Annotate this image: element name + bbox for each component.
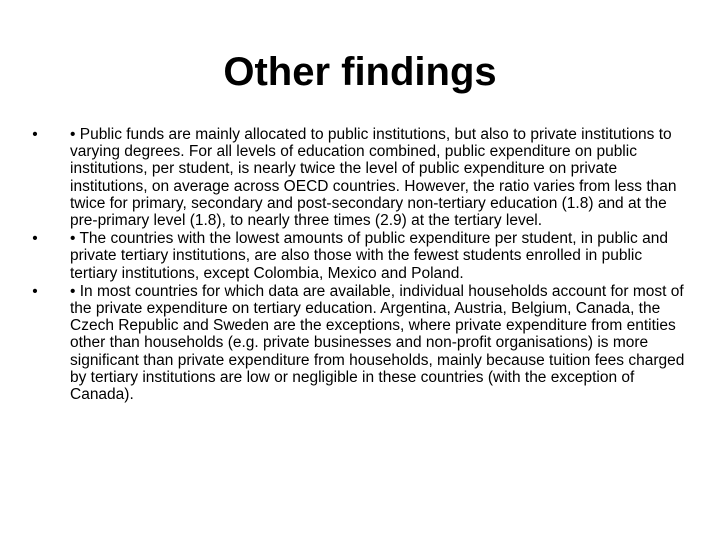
bullet-marker-icon: • xyxy=(32,230,38,248)
bullet-text: • In most countries for which data are available, individual households account for most of the private expenditure on tertiary education. Argentina, Austria, Belgium, Canada, the Czech Republic and Sweden are the exceptions, where private expenditure from entities other than households (e.g. private businesses and non-profit organisations) is more significant than private expenditure from households, mainly because tuition fees charged by tertiary institutions are low or negligible in these countries (with the exception of Canada). xyxy=(70,282,685,404)
bullet-marker-icon: • xyxy=(32,282,38,300)
bullet-item xyxy=(28,126,690,229)
bullet-item xyxy=(28,283,690,403)
slide-title: Other findings xyxy=(223,50,497,94)
bullet-list xyxy=(28,126,690,404)
bullet-item xyxy=(28,230,690,282)
bullet-text: • The countries with the lowest amounts of public expenditure per student, in public and private tertiary institutions, are also those with the fewest students enrolled in public tertiary institutions, except Colombia, Mexico and Poland. xyxy=(70,230,668,282)
bullet-text: • Public funds are mainly allocated to public institutions, but also to private institutions to varying degrees. For all levels of education combined, public expenditure on public institutions, per student, is nearly twice the level of public expenditure on private institutions, on average across OECD countries. However, the ratio varies from less than twice for primary, secondary and post-secondary non-tertiary education (1.8) and at the pre-primary level (1.8), to nearly three times (2.9) at the tertiary level. xyxy=(70,126,677,230)
bullet-marker-icon: • xyxy=(32,126,38,143)
